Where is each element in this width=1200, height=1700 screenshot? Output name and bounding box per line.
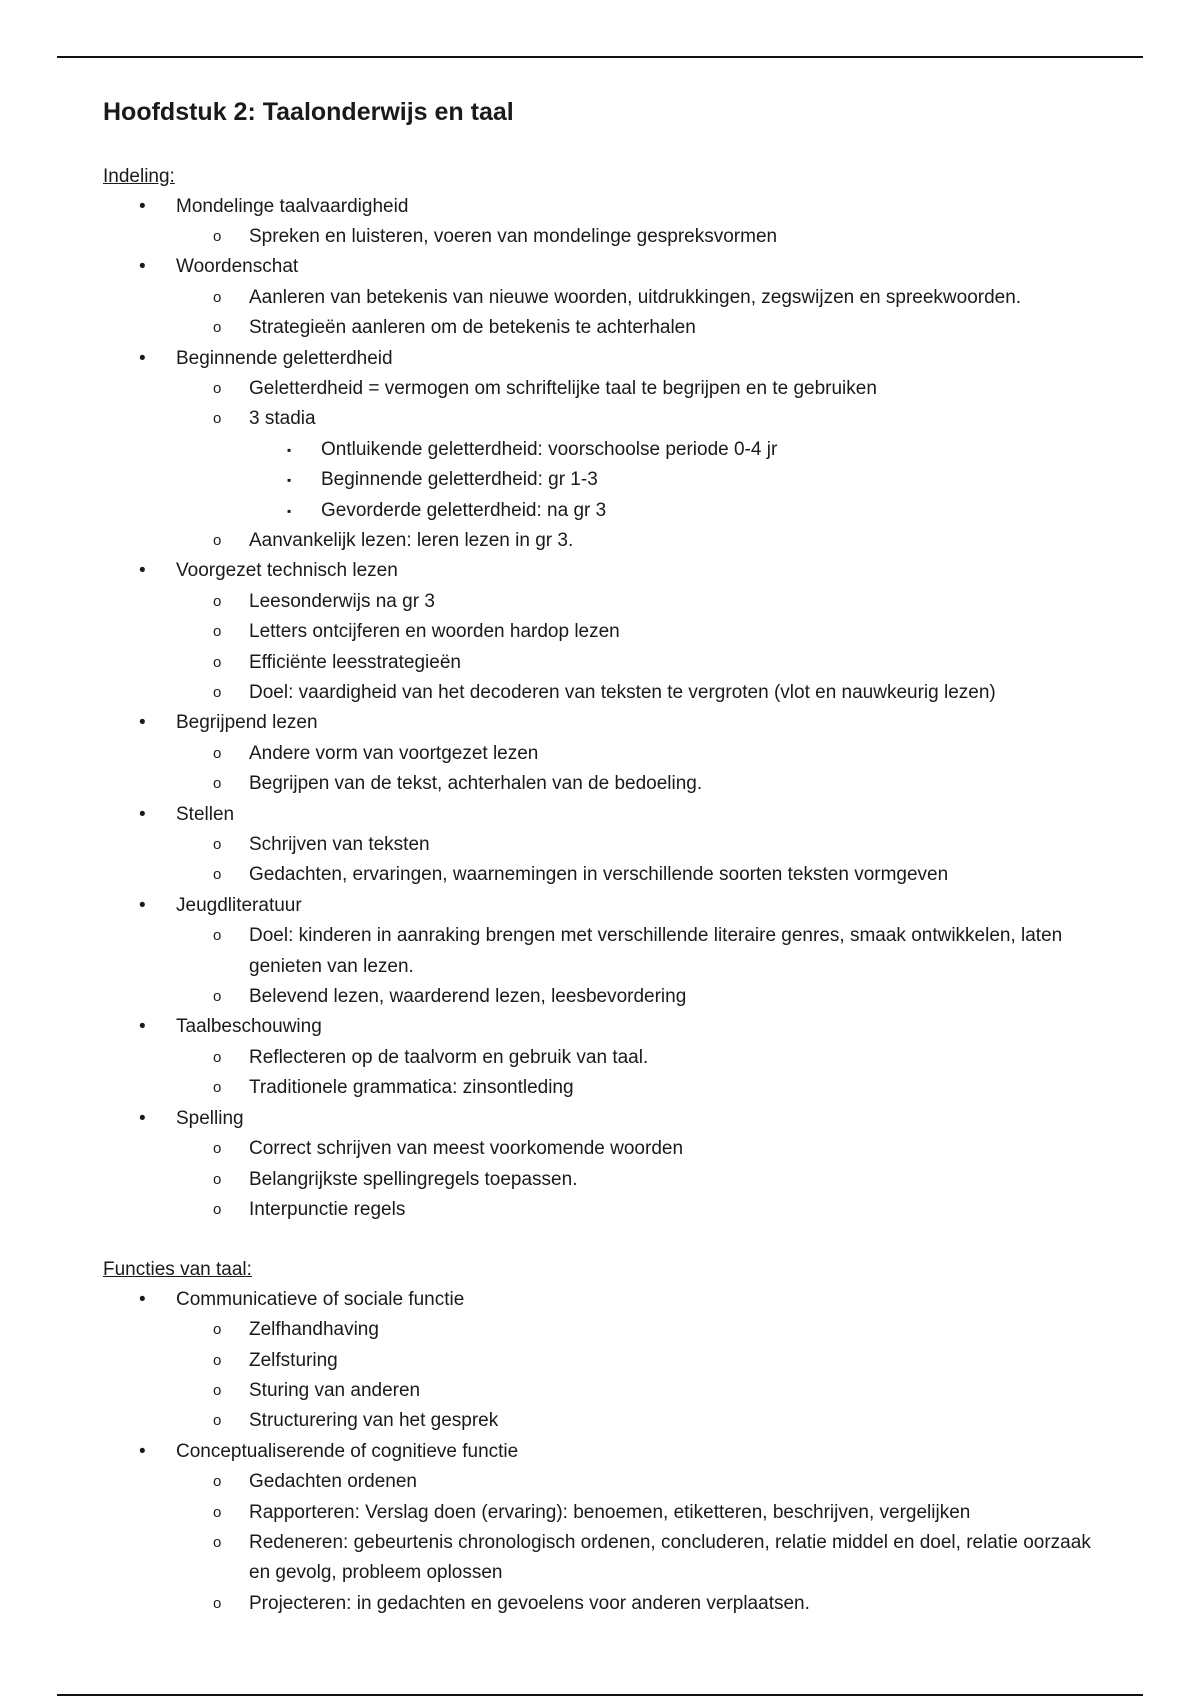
list-item-text: Mondelinge taalvaardigheid bbox=[176, 195, 409, 217]
bullet-icon: o bbox=[213, 592, 222, 610]
list-item bbox=[103, 1195, 1103, 1225]
list-level-1 bbox=[103, 192, 1103, 1226]
list-level-2 bbox=[176, 921, 1103, 1012]
list-item-text: Aanvankelijk lezen: leren lezen in gr 3. bbox=[249, 529, 574, 551]
list-item bbox=[103, 1437, 1103, 1619]
list-item bbox=[103, 860, 1103, 890]
bullet-icon: o bbox=[213, 623, 222, 641]
bullet-icon: ▪ bbox=[287, 473, 292, 488]
list-item-text: Belevend lezen, waarderend lezen, leesbevordering bbox=[249, 986, 687, 1008]
bullet-icon: • bbox=[139, 1107, 146, 1129]
list-item bbox=[103, 1134, 1103, 1164]
footer-rule bbox=[57, 1694, 1143, 1696]
bullet-icon: o bbox=[213, 744, 222, 762]
list-item-text: Taalbeschouwing bbox=[176, 1016, 322, 1038]
list-item bbox=[103, 283, 1103, 313]
list-item-text: Correct schrijven van meest voorkomende woorden bbox=[249, 1138, 684, 1160]
list-item-text: Spelling bbox=[176, 1107, 244, 1129]
list-item-text: Strategieën aanleren om de betekenis te achterhalen bbox=[249, 317, 696, 339]
bullet-icon: o bbox=[213, 1351, 222, 1369]
list-item bbox=[103, 1528, 1103, 1589]
bullet-icon: o bbox=[213, 531, 222, 549]
list-item bbox=[103, 1043, 1103, 1073]
list-item-text: Projecteren: in gedachten en gevoelens voor anderen verplaatsen. bbox=[249, 1592, 810, 1614]
list-item bbox=[103, 374, 1103, 404]
list-item-text: Ontluikende geletterdheid: voorschoolse periode 0-4 jr bbox=[321, 438, 778, 460]
list-item-text: Letters ontcijferen en woorden hardop lezen bbox=[249, 621, 620, 643]
list-item-text: Gedachten, ervaringen, waarnemingen in verschillende soorten teksten vormgeven bbox=[249, 864, 949, 886]
list-item bbox=[103, 587, 1103, 617]
bullet-icon: o bbox=[213, 288, 222, 306]
list-item bbox=[103, 344, 1103, 557]
list-item bbox=[103, 313, 1103, 343]
list-item-text: Andere vorm van voortgezet lezen bbox=[249, 742, 539, 764]
list-item-text: Communicatieve of sociale functie bbox=[176, 1288, 465, 1310]
bullet-icon: • bbox=[139, 894, 146, 916]
list-level-2 bbox=[176, 587, 1103, 709]
list-item-text: Rapporteren: Verslag doen (ervaring): benoemen, etiketteren, beschrijven, vergelijken bbox=[249, 1501, 971, 1523]
bullet-icon: o bbox=[213, 1170, 222, 1188]
bullet-icon: o bbox=[213, 1412, 222, 1430]
bullet-icon: o bbox=[213, 1321, 222, 1339]
list-level-2 bbox=[176, 374, 1103, 556]
list-item bbox=[103, 556, 1103, 708]
bullet-icon: • bbox=[139, 803, 146, 825]
bullet-icon: ▪ bbox=[287, 442, 292, 457]
list-item-text: Zelfsturing bbox=[249, 1349, 338, 1371]
list-item-text: Begrijpend lezen bbox=[176, 712, 318, 734]
list-item bbox=[103, 1073, 1103, 1103]
bullet-icon: • bbox=[139, 1440, 146, 1462]
list-item bbox=[103, 1012, 1103, 1103]
list-level-2 bbox=[176, 1315, 1103, 1437]
list-item bbox=[103, 1315, 1103, 1345]
document-body bbox=[103, 92, 1103, 1619]
list-level-2 bbox=[176, 1134, 1103, 1225]
list-item-text: Voorgezet technisch lezen bbox=[176, 560, 398, 582]
list-item-text: Belangrijkste spellingregels toepassen. bbox=[249, 1168, 578, 1190]
list-level-2 bbox=[176, 1043, 1103, 1104]
bullet-icon: o bbox=[213, 319, 222, 337]
bullet-icon: o bbox=[213, 1140, 222, 1158]
list-item-text: Zelfhandhaving bbox=[249, 1319, 379, 1341]
list-item-text: Schrijven van teksten bbox=[249, 834, 430, 856]
list-item bbox=[103, 1589, 1103, 1619]
list-item-text: Doel: kinderen in aanraking brengen met verschillende literaire genres, smaak ontwikkelen, laten genieten van lezen. bbox=[249, 925, 1063, 977]
list-level-2 bbox=[176, 283, 1103, 344]
list-item-text: Leesonderwijs na gr 3 bbox=[249, 590, 435, 612]
bullet-icon: • bbox=[139, 712, 146, 734]
list-item bbox=[103, 1406, 1103, 1436]
bullet-icon: o bbox=[213, 684, 222, 701]
list-item-text: Conceptualiserende of cognitieve functie bbox=[176, 1440, 519, 1462]
list-item bbox=[103, 404, 1103, 526]
bullet-icon: o bbox=[213, 1534, 222, 1552]
list-item-text: Gedachten ordenen bbox=[249, 1471, 417, 1493]
bullet-icon: o bbox=[213, 1503, 222, 1521]
list-item bbox=[103, 921, 1103, 982]
bullet-icon: • bbox=[139, 560, 146, 582]
list-item bbox=[103, 1376, 1103, 1406]
bullet-icon: o bbox=[213, 775, 222, 793]
list-item bbox=[103, 648, 1103, 678]
bullet-icon: o bbox=[213, 1079, 222, 1097]
list-item bbox=[103, 982, 1103, 1012]
bullet-icon: o bbox=[213, 836, 222, 854]
bullet-icon: • bbox=[139, 256, 146, 278]
list-item-text: Doel: vaardigheid van het decoderen van teksten te vergroten (vlot en nauwkeurig lezen) bbox=[249, 682, 996, 703]
list-item-text: Structurering van het gesprek bbox=[249, 1410, 499, 1432]
list-item-text: Geletterdheid = vermogen om schriftelijke taal te begrijpen en te gebruiken bbox=[249, 377, 877, 399]
list-item-text: Woordenschat bbox=[176, 256, 299, 278]
list-item bbox=[103, 192, 1103, 253]
bullet-icon: • bbox=[139, 195, 146, 217]
list-level-2 bbox=[176, 830, 1103, 891]
list-item-text: Beginnende geletterdheid bbox=[176, 347, 393, 369]
bullet-icon: o bbox=[213, 1048, 222, 1066]
list-item-text: Stellen bbox=[176, 803, 235, 825]
header-rule bbox=[57, 56, 1143, 58]
list-item bbox=[103, 1285, 1103, 1437]
list-level-2 bbox=[176, 1467, 1103, 1619]
list-item bbox=[103, 708, 1103, 799]
list-item bbox=[103, 222, 1103, 252]
list-item bbox=[103, 739, 1103, 769]
list-item-text: 3 stadia bbox=[249, 408, 316, 430]
list-level-3 bbox=[249, 435, 1103, 526]
section-heading: Functies van taal: bbox=[103, 1259, 252, 1281]
list-item-text: Reflecteren op de taalvorm en gebruik van taal. bbox=[249, 1046, 649, 1068]
bullet-icon: o bbox=[213, 227, 222, 245]
list-item bbox=[103, 435, 1103, 465]
list-item-text: Aanleren van betekenis van nieuwe woorden, uitdrukkingen, zegswijzen en spreekwoorden. bbox=[249, 286, 1022, 308]
list-item-text: Begrijpen van de tekst, achterhalen van de bedoeling. bbox=[249, 773, 703, 795]
bullet-icon: o bbox=[213, 1382, 222, 1400]
list-item-text: Spreken en luisteren, voeren van mondelinge gespreksvormen bbox=[249, 225, 778, 247]
section-heading: Indeling: bbox=[103, 166, 175, 187]
list-item bbox=[103, 769, 1103, 799]
bullet-icon: o bbox=[213, 653, 222, 671]
list-item-text: Jeugdliteratuur bbox=[176, 894, 302, 916]
list-item bbox=[103, 1346, 1103, 1376]
bullet-icon: o bbox=[213, 1200, 222, 1218]
list-item-text: Redeneren: gebeurtenis chronologisch ordenen, concluderen, relatie middel en doel, relatie oorzaak en gevolg, probleem oplossen bbox=[249, 1532, 1091, 1584]
bullet-icon: • bbox=[139, 347, 146, 369]
bullet-icon: • bbox=[139, 1016, 146, 1038]
list-item-text: Interpunctie regels bbox=[249, 1198, 406, 1220]
bullet-icon: o bbox=[213, 1473, 222, 1491]
bullet-icon: o bbox=[213, 866, 222, 884]
list-item bbox=[103, 617, 1103, 647]
list-item-text: Beginnende geletterdheid: gr 1-3 bbox=[321, 469, 598, 491]
list-item bbox=[103, 891, 1103, 1013]
list-item bbox=[103, 1467, 1103, 1497]
list-item bbox=[103, 800, 1103, 891]
list-item-text: Sturing van anderen bbox=[249, 1380, 421, 1402]
list-item bbox=[103, 1104, 1103, 1226]
bullet-icon: • bbox=[139, 1288, 146, 1310]
list-item-text: Gevorderde geletterdheid: na gr 3 bbox=[321, 499, 607, 521]
bullet-icon: o bbox=[213, 927, 222, 945]
list-item bbox=[103, 830, 1103, 860]
list-item bbox=[103, 526, 1103, 556]
sections-container bbox=[103, 162, 1103, 1619]
list-item bbox=[103, 1165, 1103, 1195]
list-item bbox=[103, 1498, 1103, 1528]
bullet-icon: o bbox=[213, 988, 222, 1006]
list-item-text: Traditionele grammatica: zinsontleding bbox=[249, 1077, 574, 1099]
list-level-2 bbox=[176, 222, 1103, 252]
list-item bbox=[103, 496, 1103, 526]
list-item bbox=[103, 678, 1103, 708]
bullet-icon: o bbox=[213, 410, 222, 428]
list-item bbox=[103, 465, 1103, 495]
list-level-1 bbox=[103, 1285, 1103, 1619]
page-title: Hoofdstuk 2: Taalonderwijs en taal bbox=[103, 98, 514, 126]
bullet-icon: o bbox=[213, 379, 222, 397]
list-level-2 bbox=[176, 739, 1103, 800]
bullet-icon: o bbox=[213, 1594, 222, 1612]
list-item-text: Efficiënte leesstrategieën bbox=[249, 651, 461, 673]
bullet-icon: ▪ bbox=[287, 503, 292, 518]
list-item bbox=[103, 252, 1103, 343]
